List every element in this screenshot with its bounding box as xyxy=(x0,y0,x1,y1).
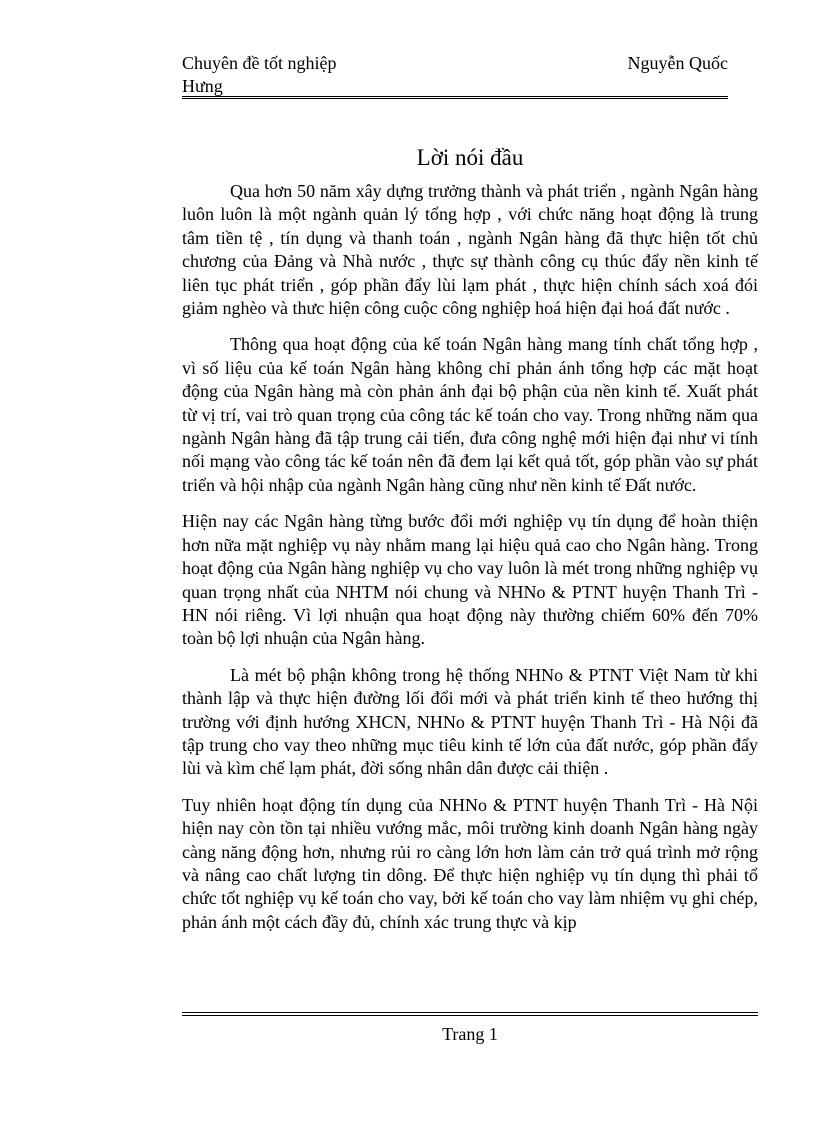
header-document-type: Chuyên đề tốt nghiệp xyxy=(182,53,337,73)
header-divider xyxy=(182,96,728,99)
paragraph-1: Qua hơn 50 năm xây dựng trưởng thành và phát triển , ngành Ngân hàng luôn luôn là một ngành quản lý tổng hợp , với chức năng hoạt động là trung tâm tiền tệ , tín dụng và thanh toán , ngành Ngân hàng đã thực hiện tốt chủ chương của Đảng và Nhà nước , thực sự thành công cụ thúc đẩy nền kinh tế liên tục phát triển , góp phần đẩy lùi lạm phát , thực hiện chính sách xoá đói giảm nghèo và thưc hiện công cuộc công nghiệp hoá hiện đại hoá đất nước . xyxy=(182,181,758,319)
page-number: Trang 1 xyxy=(442,1024,498,1044)
paragraph-4: Là mét bộ phận không trong hệ thống NHNo & PTNT Việt Nam từ khi thành lập và thực hiện đường lối đổi mới và phát triển kinh tế theo hướng thị trường với định hướng XHCN, NHNo & PTNT huyện Thanh Trì - Hà Nội đã tập trung cho vay theo những mục tiêu kinh tế lớn của đất nước, góp phần đẩy lùi và kìm chế lạm phát, đời sống nhân dân được cải thiện . xyxy=(182,664,758,779)
header-author: Nguyễn Quốc xyxy=(627,53,728,73)
section-title: Lời nói đầu xyxy=(416,145,524,170)
body-text xyxy=(182,180,758,947)
footer-divider xyxy=(182,1012,758,1016)
paragraph-2: Thông qua hoạt động của kế toán Ngân hàng mang tính chất tổng hợp , vì số liệu của kế toán Ngân hàng không chỉ phản ánh tổng hợp các mặt hoạt động của Ngân hàng mà còn phản ánh đại bộ phận của nền kinh tế. Xuất phát từ vị trí, vai trò quan trọng của công tác kế toán cho vay. Trong những năm qua ngành Ngân hàng đã tập trung cải tiến, đưa công nghệ mới hiện đại như vi tính nối mạng vào công tác kế toán nên đã đem lại kết quả tốt, góp phần vào sự phát triển và hội nhập của ngành Ngân hàng cũng như nền kinh tế Đất nước. xyxy=(182,334,758,495)
header-author-wrap: Hưng xyxy=(182,76,223,96)
paragraph-5: Tuy nhiên hoạt động tín dụng của NHNo & PTNT huyện Thanh Trì - Hà Nội hiện nay còn tồn tại nhiều vướng mắc, môi trường kinh doanh Ngân hàng ngày càng năng động hơn, nhưng rủi ro càng lớn hơn làm cản trở quá trình mở rộng và nâng cao chất lượng tin dông. Để thực hiện nghiệp vụ tín dụng thì phải tổ chức tốt nghiệp vụ kế toán cho vay, bởi kế toán cho vay làm nhiệm vụ ghi chép, phản ánh một cách đầy đủ, chính xác trung thực và kịp xyxy=(182,794,758,932)
page-header xyxy=(182,52,728,98)
paragraph-3: Hiện nay các Ngân hàng từng bước đổi mới nghiệp vụ tín dụng để hoàn thiện hơn nữa mặt nghiệp vụ này nhằm mang lại hiệu quả cao cho Ngân hàng. Trong hoạt động của Ngân hàng nghiệp vụ cho vay luôn là mét trong những nghiệp vụ quan trọng nhất của NHTM nói chung và NHNo & PTNT huyện Thanh Trì - HN nói riêng. Vì lợi nhuận qua hoạt động này thường chiếm 60% đến 70% toàn bộ lợi nhuận của Ngân hàng. xyxy=(182,511,758,649)
